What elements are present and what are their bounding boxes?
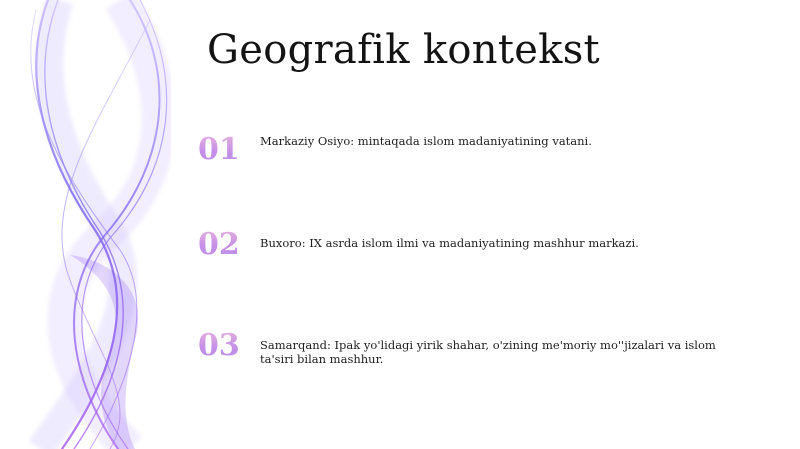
item-number: 02 [198, 227, 240, 262]
decorative-ribbon [0, 0, 200, 449]
item-number: 03 [198, 328, 240, 363]
item-text: Buxoro: IX asrda islom ilmi va madaniyatining mashhur markazi. [260, 236, 639, 250]
item-text: Samarqand: Ipak yo'lidagi yirik shahar, o'zining me'moriy mo''jizalari va islom ta'siri bilan mashhur. [260, 338, 716, 366]
item-text: Markaziy Osiyo: mintaqada islom madaniyatining vatani. [260, 134, 592, 148]
item-number: 01 [198, 132, 240, 167]
slide-title: Geografik kontekst [207, 27, 600, 73]
